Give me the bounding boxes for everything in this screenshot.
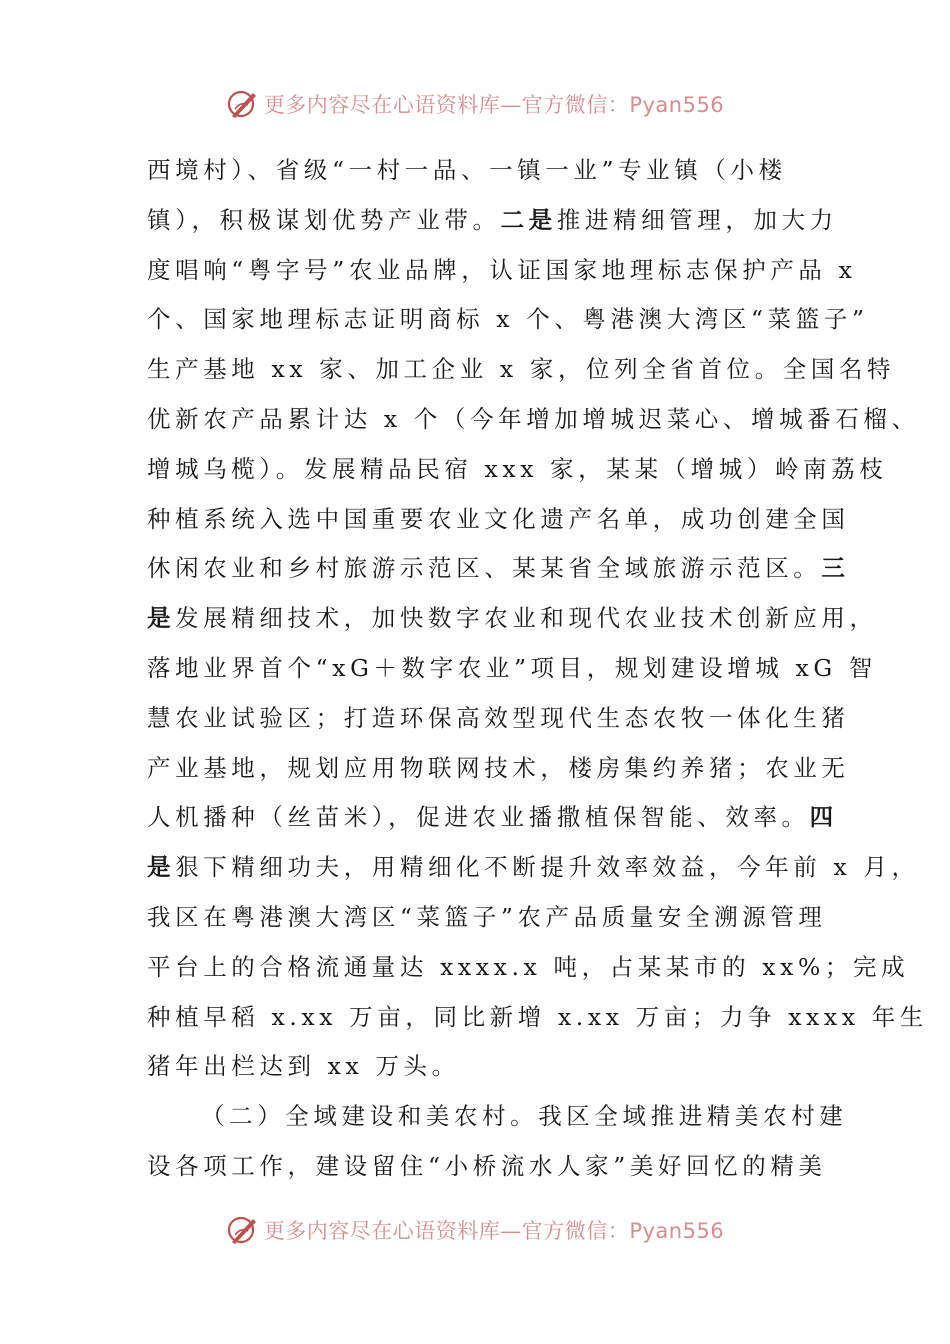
header-banner — [0, 84, 950, 124]
text-segment: 度唱响“粤字号”农业品牌，认证国家地理标志保护产品 x — [147, 255, 857, 284]
text-line — [147, 544, 850, 594]
text-segment: 人机播种（丝苗米），促进农业播撒植保智能、效率。 — [147, 803, 810, 832]
text-segment: 慧农业试验区；打造环保高效型现代生态农牧一体化生猪 — [147, 703, 850, 732]
document-body — [147, 146, 928, 1192]
text-segment: 生产基地 xx 家、加工企业 x 家，位列全省首位。全国名特 — [147, 355, 896, 384]
text-line — [147, 694, 850, 744]
text-line — [147, 1042, 837, 1092]
text-segment: 优新农产品累计达 x 个（今年增加增城迟菜心、增城番石榴、 — [147, 404, 920, 433]
text-line — [147, 1142, 837, 1192]
text-line — [147, 246, 857, 296]
text-segment: 平台上的合格流通量达 xxxx.x 吨，占某某市的 xx%；完成 — [147, 952, 910, 981]
text-line — [147, 744, 850, 794]
text-segment: 推进精细管理，加大力 — [556, 205, 838, 234]
text-segment: 种植系统入选中国重要农业文化遗产名单，成功创建全国 — [147, 504, 850, 533]
text-segment: 发展精细技术，加快数字农业和现代农业技术创新应用， — [175, 604, 878, 633]
text-line — [147, 196, 837, 246]
bold-segment: 四 — [809, 803, 838, 832]
footer-banner-text: 更多内容尽在心语资料库—官方微信：Pyan556 — [263, 1219, 725, 1243]
text-segment: 休闲农业和乡村旅游示范区、某某省全域旅游示范区。 — [147, 554, 822, 583]
text-line — [147, 495, 850, 545]
text-line — [147, 793, 837, 843]
text-segment: 产业基地，规划应用物联网技术，楼房集约养猪；农业无 — [147, 753, 850, 782]
pen-logo-icon — [226, 87, 260, 121]
text-segment: 我区在粤港澳大湾区“菜篮子”农产品质量安全溯源管理 — [147, 902, 827, 931]
text-line — [147, 843, 920, 893]
text-segment: 猪年出栏达到 xx 万头。 — [147, 1052, 460, 1081]
text-line — [147, 943, 910, 993]
text-line — [147, 295, 869, 345]
bold-segment: 三 — [821, 554, 850, 583]
header-banner-text: 更多内容尽在心语资料库—官方微信：Pyan556 — [263, 93, 725, 117]
text-segment: 设各项工作，建设留住“小桥流水人家”美好回忆的精美 — [147, 1151, 827, 1180]
bold-segment: 二是 — [500, 205, 557, 234]
text-segment: （二）全域建设和美农村。我区全域推进精美农村建 — [201, 1102, 848, 1131]
text-line — [147, 395, 920, 445]
pen-logo-icon — [226, 1213, 260, 1247]
text-segment: 落地业界首个“xG＋数字农业”项目，规划建设增城 xG 智 — [147, 653, 877, 682]
text-line — [147, 644, 877, 694]
bold-segment: 是 — [147, 853, 176, 882]
text-segment: 西境村）、省级“一村一品、一镇一业”专业镇（小楼 — [147, 156, 787, 184]
text-line — [147, 146, 837, 196]
text-line — [147, 1092, 848, 1142]
footer-wechat-id: Pyan556 — [629, 1219, 725, 1243]
text-line — [147, 993, 928, 1043]
text-segment: 狠下精细功夫，用精细化不断提升效率效益，今年前 x 月， — [175, 853, 920, 882]
text-segment: 镇），积极谋划优势产业带。 — [147, 205, 501, 234]
text-segment: 增城乌榄）。发展精品民宿 xxx 家，某某（增城）岭南荔枝 — [147, 454, 888, 483]
text-segment: 种植早稻 x.xx 万亩，同比新增 x.xx 万亩；力争 xxxx 年生 — [147, 1002, 928, 1031]
text-line — [147, 345, 896, 395]
bold-segment: 是 — [147, 604, 176, 633]
text-line — [147, 445, 888, 495]
text-line — [147, 893, 837, 943]
header-wechat-id: Pyan556 — [629, 93, 725, 117]
footer-banner — [0, 1210, 950, 1250]
text-line — [147, 594, 878, 644]
text-segment: 个、国家地理标志证明商标 x 个、粤港澳大湾区“菜篮子” — [147, 305, 869, 334]
